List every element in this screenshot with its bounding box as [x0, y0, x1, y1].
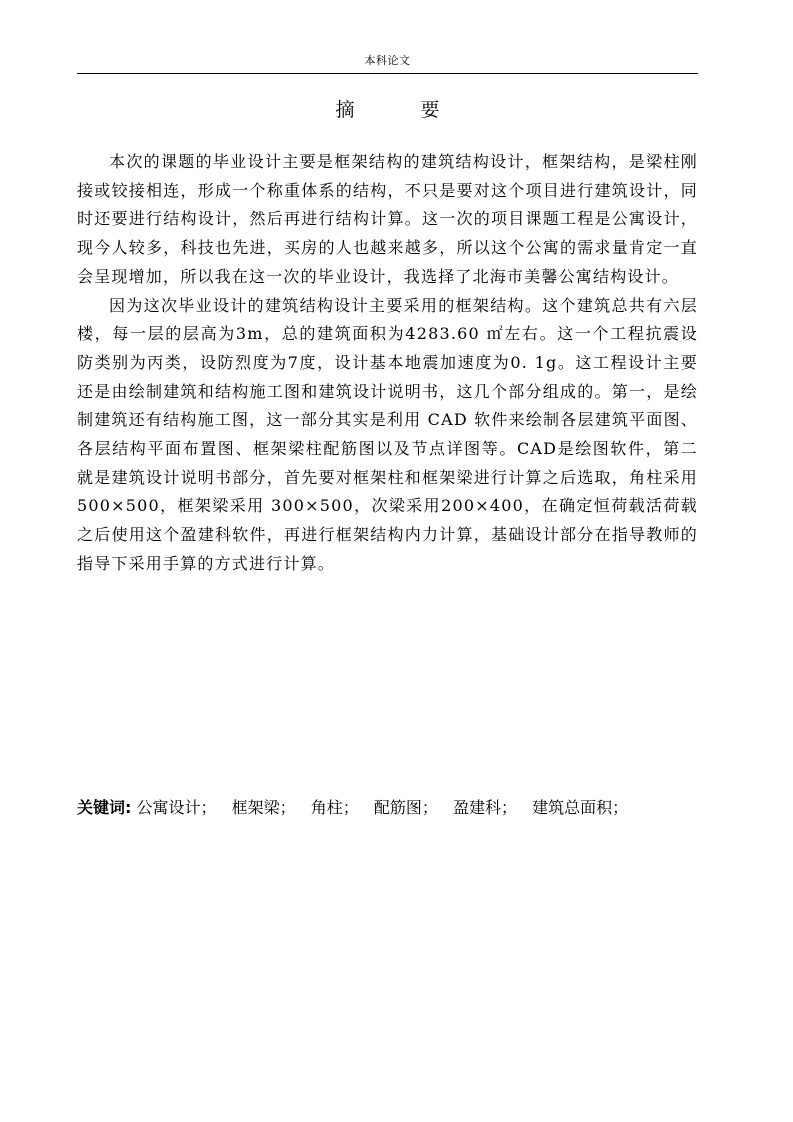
keyword-item: 盈建科；	[452, 798, 517, 817]
keywords-line	[77, 795, 698, 821]
keywords-separator: :	[125, 798, 132, 817]
running-header: 本科论文	[364, 54, 411, 67]
keyword-item: 框架梁；	[231, 798, 296, 817]
abstract-title: 摘 要	[335, 99, 470, 121]
keyword-item: 公寓设计；	[136, 798, 217, 817]
header-rule	[77, 73, 698, 74]
abstract-paragraph-2: 因为这次毕业设计的建筑结构设计主要采用的框架结构。这个建筑总共有六层楼，每一层的层高为3m，总的建筑面积为4283.60 ㎡左右。这一个工程抗震设防类别为丙类，设防烈度为7度，设计基本地震加速度为0. 1g。这工程设计主要还是由绘制建筑和结构施工图和建筑设计说明书，这几个部分组成的。第一，是绘制建筑还有结构施工图，这一部分其实是利用 CAD 软件来绘制各层建筑平面图、各层结构平面布置图、框架梁柱配筋图以及节点详图等。CAD是绘图软件，第二就是建筑设计说明书部分，首先要对框架柱和框架梁进行计算之后选取，角柱采用 500×500，框架梁采用 300×500，次梁采用200×400，在确定恒荷载活荷载之后使用这个盈建科软件，再进行框架结构内力计算，基础设计部分在指导教师的指导下采用手算的方式进行计算。	[77, 295, 698, 573]
abstract-paragraph-1: 本次的课题的毕业设计主要是框架结构的建筑结构设计，框架结构，是梁柱刚接或铰接相连，形成一个称重体系的结构，不只是要对这个项目进行建筑设计，同时还要进行结构设计，然后再进行结构计算。这一次的项目课题工程是公寓设计，现今人较多，科技也先进，买房的人也越来越多，所以这个公寓的需求量肯定一直会呈现增加，所以我在这一次的毕业设计，我选择了北海市美馨公寓结构设计。	[77, 152, 698, 286]
abstract-body	[77, 148, 698, 579]
keyword-item: 建筑总面积；	[532, 798, 629, 817]
keyword-item: 角柱；	[310, 798, 359, 817]
keyword-item: 配筋图；	[373, 798, 438, 817]
keywords-label: 关键词	[77, 798, 126, 817]
